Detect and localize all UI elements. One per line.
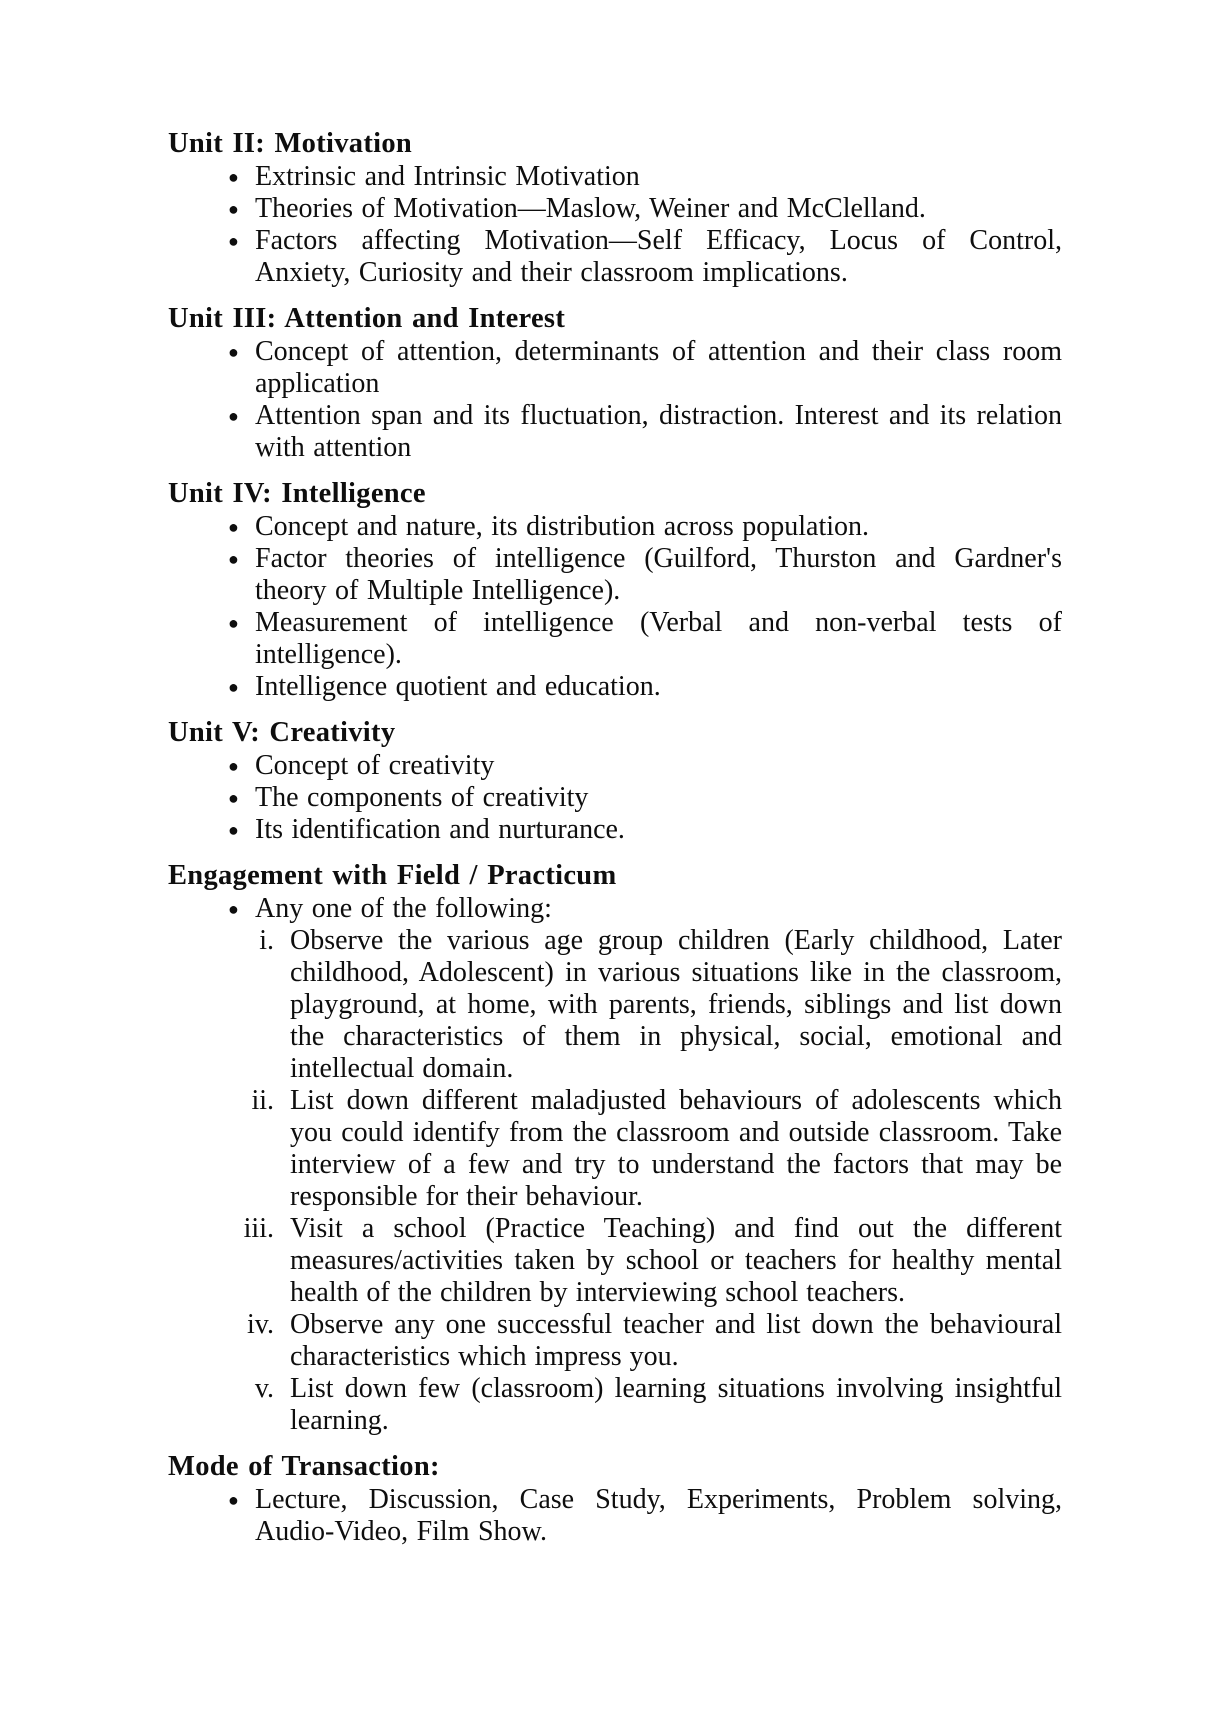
- bullet-text: Lecture, Discussion, Case Study, Experiments, Problem solving, Audio-Video, Film Show.: [255, 1484, 1062, 1547]
- list-item: [168, 543, 1062, 607]
- bullet-text: Factor theories of intelligence (Guilford, Thurston and Gardner's theory of Multiple Intelligence).: [255, 543, 1062, 606]
- roman-numeral: v.: [254, 1373, 274, 1404]
- bullet-icon: ●: [228, 1490, 239, 1510]
- list-item: [168, 161, 1062, 193]
- section-unit-2: [168, 128, 1062, 289]
- roman-numeral: iii.: [243, 1213, 274, 1244]
- bullet-icon: ●: [228, 517, 239, 537]
- bullet-text: Extrinsic and Intrinsic Motivation: [255, 161, 640, 192]
- bullet-icon: ●: [228, 788, 239, 808]
- bullet-text: Theories of Motivation—Maslow, Weiner and McClelland.: [255, 193, 926, 224]
- roman-list-item: [168, 1213, 1062, 1309]
- section-heading: Engagement with Field / Practicum: [168, 860, 617, 891]
- roman-numeral: ii.: [251, 1085, 274, 1116]
- list-item: [168, 1484, 1062, 1548]
- list-item: [168, 814, 1062, 846]
- roman-numeral: i.: [259, 925, 274, 956]
- section-heading: Unit II: Motivation: [168, 128, 413, 159]
- list-item: [168, 511, 1062, 543]
- bullet-icon: ●: [228, 167, 239, 187]
- bullet-icon: ●: [228, 549, 239, 569]
- bullet-icon: ●: [228, 899, 239, 919]
- section-heading: Unit V: Creativity: [168, 717, 396, 748]
- section-engagement: [168, 860, 1062, 1437]
- bullet-text: The components of creativity: [255, 782, 589, 813]
- bullet-text: Intelligence quotient and education.: [255, 671, 661, 702]
- section-unit-4: [168, 478, 1062, 703]
- section-heading: Mode of Transaction:: [168, 1451, 440, 1482]
- section-heading: Unit III: Attention and Interest: [168, 303, 566, 334]
- list-item: [168, 193, 1062, 225]
- bullet-icon: ●: [228, 406, 239, 426]
- bullet-icon: ●: [228, 820, 239, 840]
- list-item: [168, 671, 1062, 703]
- section-unit-3: [168, 303, 1062, 464]
- section-heading: Unit IV: Intelligence: [168, 478, 426, 509]
- roman-item-text: Observe the various age group children (Early childhood, Later childhood, Adolescent) in various situations like in the classroom, playground, at home, with parents, friends, siblings and list down the characteristics of them in physical, social, emotional and intellectual domain.: [290, 925, 1062, 1084]
- list-item: [168, 225, 1062, 289]
- roman-list-item: [168, 925, 1062, 1085]
- bullet-text: Attention span and its fluctuation, distraction. Interest and its relation with attention: [255, 400, 1062, 463]
- bullet-text: Concept of creativity: [255, 750, 495, 781]
- roman-item-text: Visit a school (Practice Teaching) and find out the different measures/activities taken by school or teachers for healthy mental health of the children by interviewing school teachers.: [290, 1213, 1062, 1308]
- list-item: [168, 782, 1062, 814]
- bullet-icon: ●: [228, 756, 239, 776]
- roman-list-item: [168, 1373, 1062, 1437]
- bullet-text: Measurement of intelligence (Verbal and non-verbal tests of intelligence).: [255, 607, 1062, 670]
- list-item: [168, 750, 1062, 782]
- list-item: [168, 607, 1062, 671]
- bullet-icon: ●: [228, 231, 239, 251]
- bullet-text: Concept of attention, determinants of attention and their class room application: [255, 336, 1062, 399]
- bullet-text: Any one of the following:: [255, 893, 552, 924]
- bullet-icon: ●: [228, 677, 239, 697]
- roman-numeral: iv.: [247, 1309, 274, 1340]
- section-unit-5: [168, 717, 1062, 846]
- bullet-text: Factors affecting Motivation—Self Efficacy, Locus of Control, Anxiety, Curiosity and their classroom implications.: [255, 225, 1062, 288]
- bullet-text: Concept and nature, its distribution across population.: [255, 511, 870, 542]
- list-item: [168, 400, 1062, 464]
- bullet-icon: ●: [228, 342, 239, 362]
- roman-item-text: Observe any one successful teacher and list down the behavioural characteristics which impress you.: [290, 1309, 1062, 1372]
- bullet-text: Its identification and nurturance.: [255, 814, 625, 845]
- list-item: [168, 336, 1062, 400]
- section-mode-of-transaction: [168, 1451, 1062, 1548]
- roman-item-text: List down few (classroom) learning situations involving insightful learning.: [290, 1373, 1062, 1436]
- bullet-icon: ●: [228, 199, 239, 219]
- bullet-icon: ●: [228, 613, 239, 633]
- roman-item-text: List down different maladjusted behaviours of adolescents which you could identify from the classroom and outside classroom. Take interview of a few and try to understand the factors that may be responsible for their behaviour.: [290, 1085, 1062, 1212]
- roman-list-item: [168, 1085, 1062, 1213]
- roman-list-item: [168, 1309, 1062, 1373]
- list-item: [168, 893, 1062, 925]
